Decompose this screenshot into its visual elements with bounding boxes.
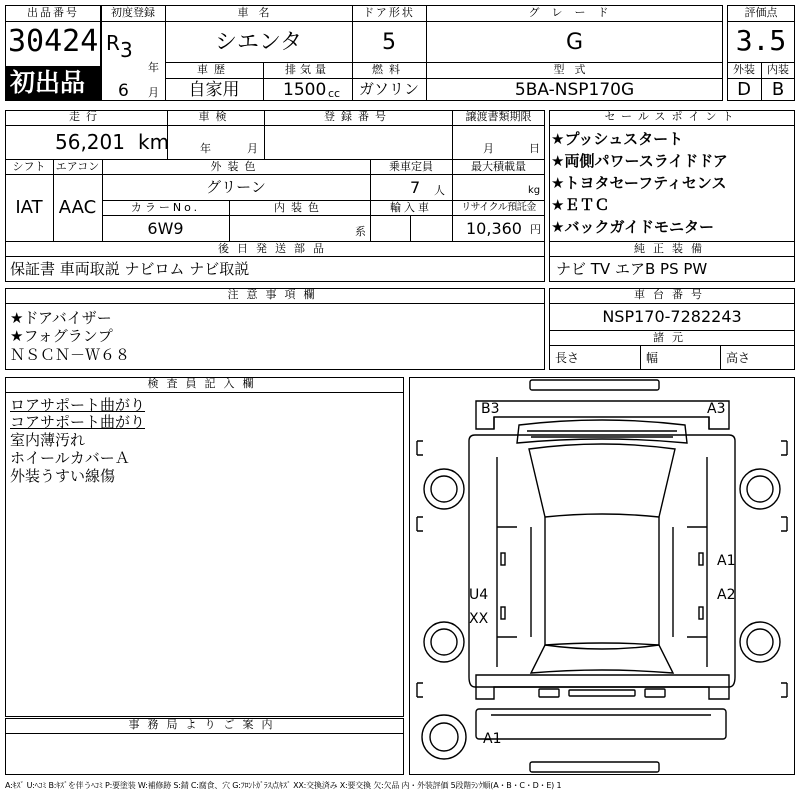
length-label: 長さ (555, 351, 580, 365)
inspector-label: 検査員記入欄 (147, 377, 262, 390)
interior-color-label: 内装色 (274, 201, 325, 214)
max-load-label: 最大積載量 (471, 160, 526, 173)
transfer-label: 譲渡書類期限 (465, 110, 532, 123)
door-value: 5 (382, 30, 396, 55)
car-diagram (409, 377, 795, 775)
damage-mark-a3: A3 (707, 401, 726, 417)
car-name: シエンタ (214, 30, 303, 55)
damage-mark-a1-right: A1 (717, 553, 736, 569)
later-parts-label: 後日発送部品 (218, 242, 332, 255)
sales-point-item: ★トヨタセーフティセンス (551, 174, 727, 192)
car-name-label: 車名 (237, 6, 280, 19)
note-item: ★ドアバイザー (10, 309, 112, 327)
color-label: 外装色 (210, 160, 262, 173)
lot-number: 30424 (8, 24, 99, 59)
fuel-value: ガソリン (358, 80, 419, 98)
damage-mark-b3: B3 (481, 401, 500, 417)
damage-mark-a2: A2 (717, 587, 736, 603)
import-label: 輸入車 (390, 201, 432, 214)
genuine-label: 純正装備 (634, 242, 710, 255)
recycle-unit: 円 (530, 223, 541, 236)
mileage-unit: km (138, 130, 170, 154)
damage-mark-xx: XX (469, 611, 489, 627)
height-label: 高さ (726, 351, 751, 365)
sales-point-item: ★バックガイドモニター (551, 218, 714, 236)
interior-value: B (771, 79, 785, 100)
month-num: 6 (118, 81, 129, 101)
color-no-label: カラーNo. (130, 201, 201, 214)
history-label: 車歴 (197, 63, 231, 76)
year-num: 3 (120, 38, 133, 62)
lot-number-label: 出品番号 (27, 6, 79, 19)
notes-label: 注意事項欄 (227, 288, 323, 301)
mileage-label: 走行 (69, 110, 103, 123)
exterior-label: 外装 (733, 63, 755, 76)
ac-label: エアコン (55, 160, 100, 173)
chassis-label: 車台番号 (634, 288, 710, 301)
sales-point-item: ★ＥＴＣ (551, 196, 610, 214)
damage-mark-a1-bottom: A1 (483, 731, 502, 747)
recycle-label: リサイクル預託金 (461, 202, 536, 213)
displacement-label: 排気量 (285, 63, 330, 76)
fuel-label: 燃料 (372, 63, 406, 76)
note-item: ★フォグランプ (10, 327, 113, 345)
year-unit: 年 (148, 61, 159, 74)
capacity-value: 7 (410, 178, 421, 197)
displacement-value: 1500 (283, 80, 327, 100)
chassis-number: NSP170-7282243 (602, 307, 742, 326)
interior-label: 内装 (767, 63, 789, 76)
first-listing-text: 初出品 (10, 68, 86, 97)
first-reg-label: 初度登録 (111, 6, 155, 19)
shift-value: IAT (15, 197, 43, 218)
width-label: 幅 (646, 351, 659, 365)
inspector-item: ロアサポート曲がり (10, 396, 146, 414)
legend-text: A:ｷｽﾞ U:ﾍｺﾐ B:ｷｽﾞを伴うﾍｺﾐ P:要塗装 W:補修跡 S:錆 C:腐食、穴 G:ﾌﾛﾝﾄｶﾞﾗｽ点ｷｽﾞ XX:交換済み X:要交換 欠:欠品 内・外装評価 5段階ﾗﾝｸ順(A・B・C・D・E) 1 (5, 781, 562, 790)
inspection-year-unit: 年 (200, 142, 211, 155)
score-label: 評価点 (744, 6, 778, 19)
shift-label: シフト (12, 160, 46, 173)
color-value: グリーン (206, 178, 266, 196)
capacity-label: 乗車定員 (389, 160, 433, 173)
grade-label: グレード (528, 6, 621, 19)
genuine-value: ナビ TV エアB PS PW (556, 260, 708, 278)
capacity-unit: 人 (434, 184, 445, 197)
interior-color-unit: 系 (355, 225, 366, 238)
month-unit: 月 (148, 86, 159, 99)
model-value: 5BA-NSP170G (514, 80, 635, 100)
color-no-value: 6W9 (147, 219, 184, 238)
score-value: 3.5 (735, 24, 787, 57)
transfer-month-unit: 月 (483, 142, 494, 155)
inspection-label: 車検 (198, 110, 233, 123)
note-item: ＮＳＣＮ－Ｗ６８ (10, 346, 131, 364)
ac-value: AAC (58, 197, 97, 218)
displacement-unit: cc (328, 87, 341, 100)
dims-label: 諸元 (653, 331, 691, 344)
history-value: 自家用 (188, 80, 240, 100)
sales-point-item: ★両側パワースライドドア (551, 152, 728, 170)
inspector-item: 室内薄汚れ (10, 431, 86, 449)
door-label: ドア形状 (363, 6, 415, 19)
reg-number-label: 登録番号 (324, 110, 392, 123)
recycle-value: 10,360 (466, 219, 522, 238)
later-parts-value: 保証書 車両取説 ナビロム ナビ取説 (10, 260, 250, 278)
max-load-unit: kg (528, 185, 541, 196)
inspector-item: ホイールカバーＡ (10, 449, 130, 467)
inspector-item: 外装うすい線傷 (10, 467, 116, 485)
grade-value: G (565, 30, 584, 55)
inspection-month-unit: 月 (247, 142, 258, 155)
sales-point-item: ★プッシュスタート (551, 130, 684, 148)
exterior-value: D (737, 79, 751, 100)
transfer-day-unit: 日 (529, 142, 540, 155)
model-label: 型式 (553, 63, 596, 76)
era: R (106, 31, 120, 55)
inspector-item: コアサポート曲がり (10, 413, 146, 431)
office-label: 事務局よりご案内 (128, 718, 281, 731)
mileage-value: 56,201 (55, 130, 125, 154)
damage-mark-u4: U4 (469, 587, 489, 603)
sales-points-label: セールスポイント (604, 110, 740, 123)
